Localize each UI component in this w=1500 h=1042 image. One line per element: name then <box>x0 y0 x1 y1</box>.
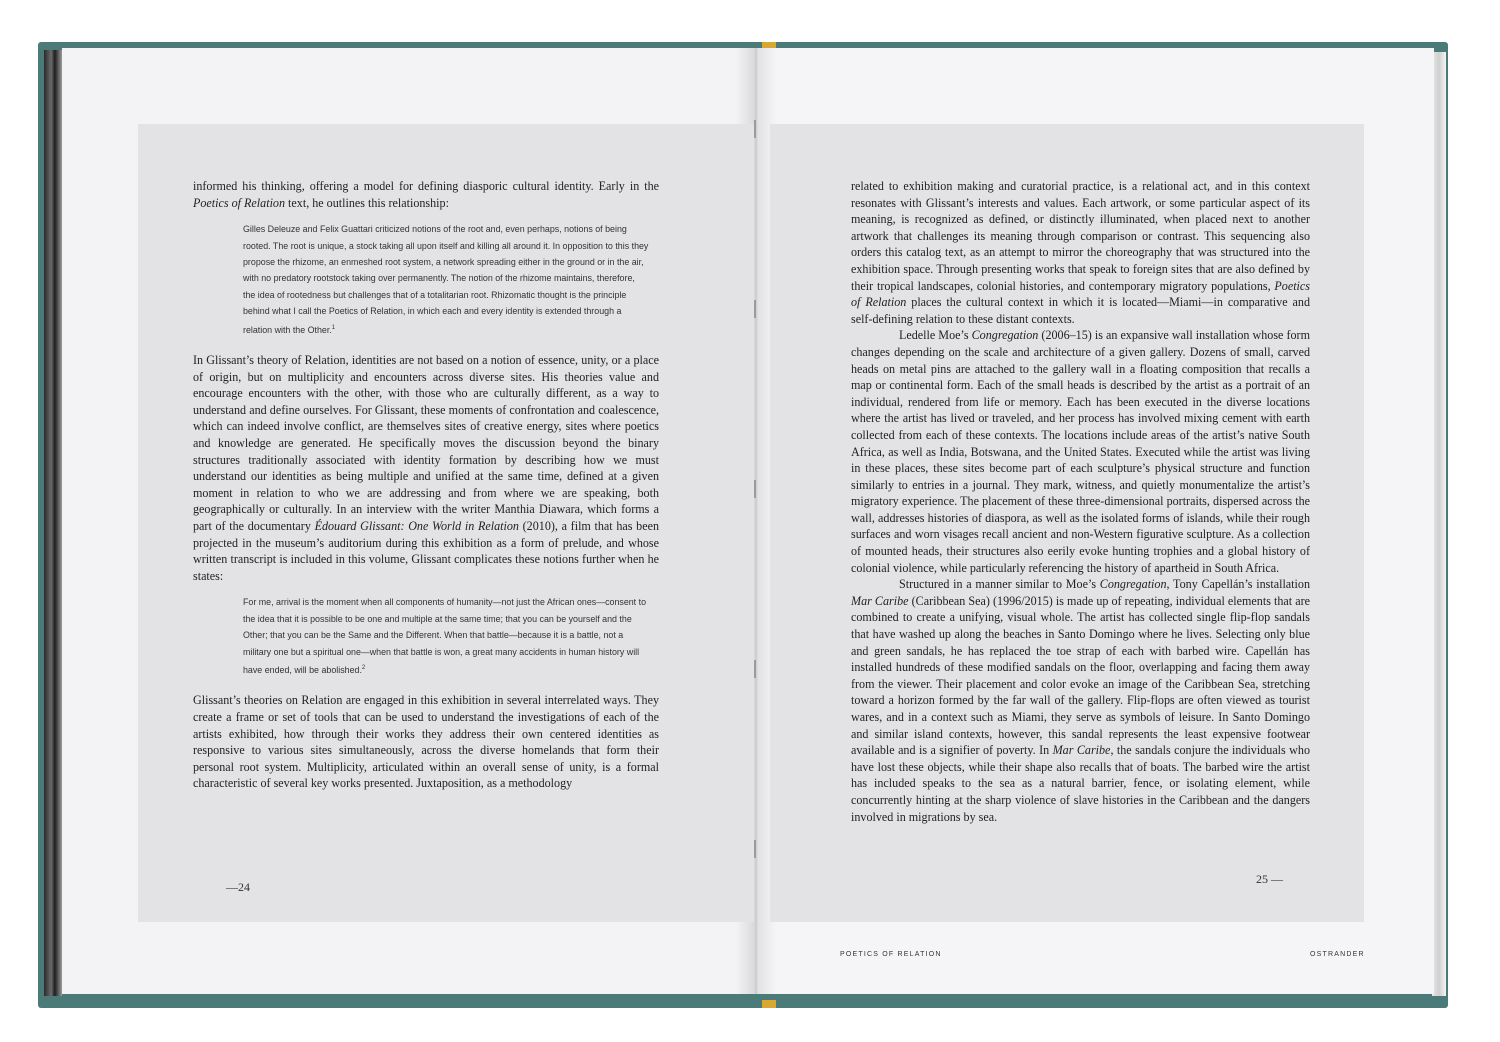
quote-text: For me, arrival is the moment when all components of humanity—not just the African ones—consent to the idea that it is possible to be one and multiple at the same time; that you can be yourself and the Other; that you can be the Same and the Different. When that battle—because it is a battle, not a military one but a spiritual one—when that battle is won, a great many accidents in human history will have ended, will be abolished. <box>243 597 647 675</box>
headband-bottom <box>762 1000 776 1008</box>
text-run: (2006–15) is an expansive wall installation whose form changes depending on the scale and architecture of a given gallery. Dozens of small, carved heads on metal pins are attached to the gallery wall in a floating composition that recalls a map or continental form. Each of the small heads is described by the artist as a portrait of an individual, rendered from life or memory. Each has been executed in the diverse locations where the artist has lived or traveled, and her process has involved mixing cement with earth collected from each of these contexts. The locations include areas of the artist’s native South Africa, as well as India, Botswana, and the United States. Executed while the artist was living in these places, these sites become part of each sculpture’s physical structure and function similarly to entries in a journal. They mark, witness, and quietly monumentalize the artist’s migratory experience. The placement of these three-dimensional portraits, dispersed across the wall, addresses histories of diaspora, as well as the isolated forms of islands, while their rough surfaces and worn visages recall ancient and non-Western figurative sculpture. As a collection of mounted heads, their structures also eerily evoke hunting trophies and a global history of colonial violence, while particularly referencing the history of apartheid in South Africa. <box>851 328 1310 575</box>
binding-stitch <box>754 660 756 678</box>
footnote-marker[interactable]: 1 <box>331 324 336 331</box>
right-page-body <box>851 178 1310 825</box>
paragraph <box>193 352 659 584</box>
footnote-marker[interactable]: 2 <box>361 664 366 671</box>
block-quote <box>243 594 649 678</box>
text-run: related to exhibition making and curatorial practice, is a relational act, and in this context resonates with Glissant’s interests and values. Each artwork, or some particular aspect of its meaning, is recognized as defined, or distinctly illuminated, when placed next to another artwork that challenges its meaning through comparison or contrast. This sequencing also orders this catalog text, as an attempt to mirror the choreography that was structured into the exhibition space. Through presenting works that speak to foreign sites that are also defined by their tropical landscapes, colonial histories, and contemporary migratory populations, <box>851 179 1310 293</box>
paragraph <box>851 178 1310 327</box>
text-run: places the cultural context in which it is located—Miami—in comparative and self-defining relation to these distant contexts. <box>851 295 1310 326</box>
text-run-italic: Congregation <box>971 328 1039 343</box>
text-run: (2010), a film that has been projected in the museum’s auditorium during this exhibition as a form of prelude, and whose written transcript is included in this volume, Glissant complicates these notions further when he states: <box>193 518 660 583</box>
binding-stitch <box>754 840 756 858</box>
page-stack-left-edge <box>44 50 62 996</box>
page-number-left: —24 <box>226 880 250 894</box>
text-run: Ledelle Moe’s <box>899 328 972 343</box>
text-run-italic: Poetics of Relation <box>851 278 1310 310</box>
binding-stitch <box>754 480 756 498</box>
text-run-italic: Mar Caribe <box>851 593 909 608</box>
text-run: In Glissant’s theory of Relation, identities are not based on a notion of essence, unity, or a place of origin, but on multiplicity and encounters across diverse sites. His theories value and encourage encounters with the other, with those who are culturally different, as a way to understand and define ourselves. For Glissant, these moments of confrontation and coalescence, which can indeed involve conflict, are themselves sites of creative energy, sites where poetics and knowledge are generated. He specifically moves the discussion beyond the binary structures traditionally associated with identity formation by describing how we must understand our identities as being multiple and unified at the same time, defined at a given moment in relation to who we are addressing and from where we are speaking, both geographically or culturally. In an interview with the writer Manthia Diawara, which forms a part of the documentary <box>193 353 659 533</box>
binding-stitch <box>754 300 756 318</box>
text-run-italic: Congregation <box>1099 577 1167 592</box>
page-stack-right-edge <box>1432 52 1446 996</box>
text-run-italic: Édouard Glissant: One World in Relation <box>314 518 519 533</box>
running-header-title: POETICS OF RELATION <box>840 951 942 958</box>
left-page-body <box>193 178 659 792</box>
paragraph: Glissant’s theories on Relation are engaged in this exhibition in several interrelated ways. They create a frame or set of tools that can be used to understand the investigations of each of the artists exhibited, how through their works they address their own centered identities as responsive to various sites simultaneously, across the diverse homelands that form their personal root system. Multiplicity, articulated within an overall sense of unity, is a formal characteristic of several key works presented. Juxtaposition, as a methodology <box>193 693 659 791</box>
page-number-right: 25 — <box>1256 872 1283 886</box>
text-run: Structured in a manner similar to Moe’s <box>899 577 1100 592</box>
text-run: , the sandals conjure the individuals who have lost these objects, while their shape also recalls that of boats. The barbed wire the artist has included speaks to the sea as a natural barrier, fence, or isolating element, while concurrently hinting at the sharp violence of slave histories in the Caribbean and the dangers involved in migrations by sea. <box>851 743 1310 824</box>
paragraph <box>851 576 1310 825</box>
text-run: informed his thinking, offering a model for defining diasporic cultural identity. Early in the <box>193 179 659 193</box>
text-run-italic: Mar Caribe <box>1052 743 1111 758</box>
running-header-author: OSTRANDER <box>1310 951 1365 958</box>
quote-text: Gilles Deleuze and Felix Guattari criticized notions of the root and, even perhaps, notions of being rooted. The root is unique, a stock taking all upon itself and killing all around it. In opposition to this they propose the rhizome, an enmeshed root system, a network spreading either in the ground or in the air, with no predatory rootstock taking over permanently. The notion of the rhizome maintains, therefore, the idea of rootedness but challenges that of a totalitarian root. Rhizomatic thought is the principle behind what I call the Poetics of Relation, in which each and every identity is extended through a relation with the Other. <box>243 224 649 335</box>
paragraph <box>193 178 659 211</box>
paragraph <box>851 327 1310 576</box>
text-run: text, he outlines this relationship: <box>285 195 449 210</box>
text-run: (Caribbean Sea) (1996/2015) is made up of repeating, individual elements that are combined to create a unifying, visual whole. The artist has collected single flip-flop sandals that have washed up along the beaches in Santo Domingo where he lives. Selecting only blue and green sandals, he has replaced the toe strap of each with barbed wire. Capellán has installed hundreds of these modified sandals on the floor, overlapping and facing them away from the viewer. Their placement and color evoke an image of the Caribbean Sea, stretching toward a horizon formed by the far wall of the gallery. Flip-flops are often viewed as tourist wares, and in a context such as Miami, they serve as symbols of leisure. In Santo Domingo and similar island contexts, however, this sandal represents the least expensive footwear available and is a signifier of poverty. In <box>851 593 1310 758</box>
text-run: , Tony Capellán’s installation <box>1166 577 1310 592</box>
block-quote <box>243 221 649 338</box>
text-run-italic: Poetics of Relation <box>193 195 286 210</box>
binding-stitch <box>754 120 756 138</box>
